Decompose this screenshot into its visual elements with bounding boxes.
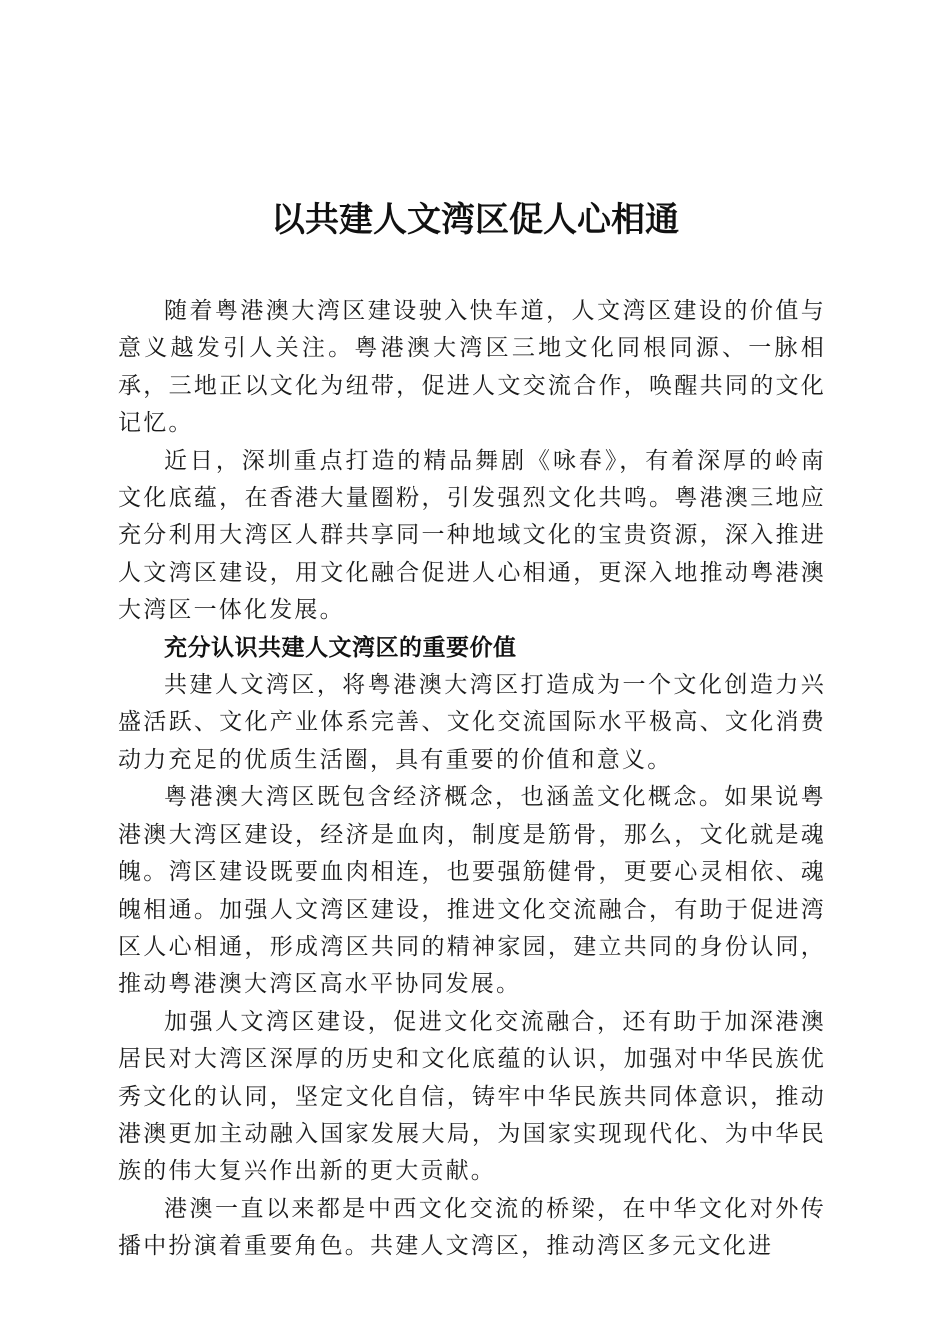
document-title: 以共建人文湾区促人心相通 — [271, 200, 679, 240]
paragraph: 共建人文湾区，将粤港澳大湾区打造成为一个文化创造力兴盛活跃、文化产业体系完善、文化交流国际水平极高、文化消费动力充足的优质生活圈，具有重要的价值和意义。 — [118, 672, 826, 773]
paragraph: 随着粤港澳大湾区建设驶入快车道，人文湾区建设的价值与意义越发引人关注。粤港澳大湾区三地文化同根同源、一脉相承，三地正以文化为纽带，促进人文交流合作，唤醒共同的文化记忆。 — [118, 298, 826, 437]
paragraph: 加强人文湾区建设，促进文化交流融合，还有助于加深港澳居民对大湾区深厚的历史和文化底蕴的认识，加强对中华民族优秀文化的认同，坚定文化自信，铸牢中华民族共同体意识，推动港澳更加主动融入国家发展大局，为国家实现现代化、为中华民族的伟大复兴作出新的更大贡献。 — [118, 1008, 826, 1185]
article-body — [118, 293, 826, 1266]
section-heading: 充分认识共建人文湾区的重要价值 — [164, 634, 517, 661]
paragraph: 粤港澳大湾区既包含经济概念，也涵盖文化概念。如果说粤港澳大湾区建设，经济是血肉，制度是筋骨，那么，文化就是魂魄。湾区建设既要血肉相连，也要强筋健骨，更要心灵相依、魂魄相通。加强人文湾区建设，推进文化交流融合，有助于促进湾区人心相通，形成湾区共同的精神家园，建立共同的身份认同，推动粤港澳大湾区高水平协同发展。 — [118, 784, 826, 998]
paragraph: 港澳一直以来都是中西文化交流的桥梁，在中华文化对外传播中扮演着重要角色。共建人文湾区，推动湾区多元文化进 — [118, 1195, 826, 1260]
paragraph: 近日，深圳重点打造的精品舞剧《咏春》，有着深厚的岭南文化底蕴，在香港大量圈粉，引发强烈文化共鸣。粤港澳三地应充分利用大湾区人群共享同一种地域文化的宝贵资源，深入推进人文湾区建设，用文化融合促进人心相通，更深入地推动粤港澳大湾区一体化发展。 — [118, 447, 826, 624]
